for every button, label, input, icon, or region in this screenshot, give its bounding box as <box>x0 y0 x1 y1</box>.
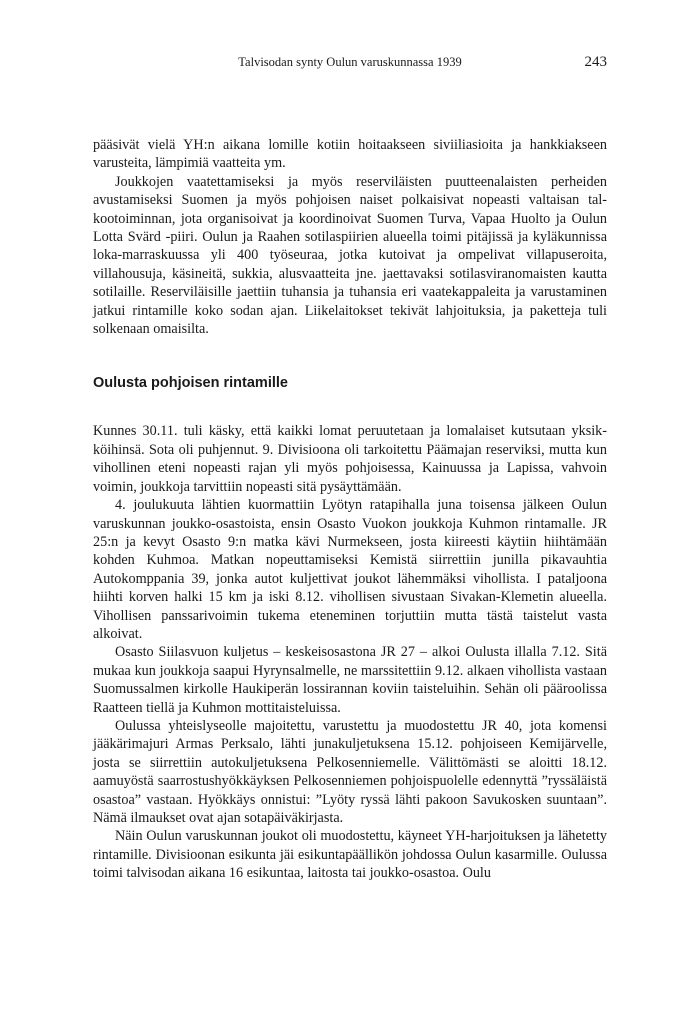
paragraph: 4. joulukuuta lähtien kuormattiin Lyötyn ratapihalla juna toisensa jälkeen Oulun varuskunnan joukko-osastoista, ensin Osasto Vuokon joukkoja Kuhmon rintamalle. JR 25:n ja kevyt Osasto 9:n matka kävi Nurmekseen, josta kiireesti käytiin hiihtämään kohden Kuhmoa. Matkan nopeuttamiseksi Kemistä siirrettiin junilla pikavauhtia Autokomppania 39, jonka autot kuljettivat joukot lähemmäksi vihollista. I pataljoona hiihti korven halki 15 km ja iski 8.12. vihollisen sivustaan Sivakan-Klemetin alueella. Vihollisen panssarivoimin tukema eteneminen torjuttiin mutta tästä taistelut vasta alkoivat. <box>93 497 607 642</box>
paragraph: Kunnes 30.11. tuli käsky, että kaikki lomat peruutetaan ja lomalaiset kutsutaan yksikköihinsä. Sota oli puhjennut. 9. Divisioona oli tarkoitettu Päämajan reserviksi, mutta kun vihollinen eteni nopeasti rajan yli myös pohjoisessa, Kainuussa ja Lapissa, vahvoin voimin, joukkoja tarvittiin nopeasti sitä pysäyttämään. <box>93 423 607 495</box>
body-text <box>93 136 607 883</box>
page-number: 243 <box>584 54 607 70</box>
paragraph: Oulussa yhteislyseolle majoitettu, varustettu ja muodostettu JR 40, jota komensi jääkärimajuri Armas Perksalo, lähti junakuljetuksena 15.12. pohjoiseen Kemijärvelle, josta se siirrettiin autokuljetuksena Pelkosenniemelle. Välittömästi se aloitti 18.12. aamuyöstä saarrostushyökkäyksen Pelkosenniemen pohjoispuolelle edennyttä ”ryssäläistä osastoa” vastaan. Hyökkäys onnistui: ”Lyöty ryssä lähti pakoon Savukosken suuntaan”. Nämä ilmaukset ovat ajan sotapäiväkirjasta. <box>93 717 607 826</box>
paragraph: pääsivät vielä YH:n aikana lomille kotiin hoitaakseen siviiliasioita ja hankkiakseen varusteita, lämpimiä vaatteita ym. <box>93 137 607 172</box>
paragraph: Näin Oulun varuskunnan joukot oli muodostettu, käyneet YH-harjoituksen ja lähetetty rintamille. Divisioonan esikunta jäi esikuntapäällikön johdossa Oulun kasarmille. Oulussa toimi talvisodan aikana 16 esikuntaa, laitosta tai joukko-osastoa. Oulu <box>93 828 607 882</box>
paragraph: Osasto Siilasvuon kuljetus – keskeisosastona JR 27 – alkoi Oulusta illalla 7.12. Sitä mukaa kun joukkoja saapui Hyrynsalmelle, ne marssitettiin 9.12. alkaen vihollista vastaan Suomussalmen kirkolle Haukiperän lossirannan koviin taisteluihin. Sehän oli pääroolissa Raatteen tiellä ja Kuhmon mottitaisteluissa. <box>93 644 607 716</box>
running-header <box>93 52 607 72</box>
section-heading: Oulusta pohjoisen rintamille <box>93 375 288 392</box>
paragraph: Joukkojen vaatettamiseksi ja myös reserviläisten puutteenalaisten perheiden avustamiseksi Suomen ja myös pohjoisen naiset polkaisivat nopeasti valtaisan talkootoiminnan, jota organisoivat ja koordinoivat Suomen Turva, Vapaa Huolto ja Oulun Lotta Svärd -piiri. Oulun ja Raahen sotilaspiirien alueella toimi pitäjissä ja kyläkunnissa loka-marraskuussa yli 400 työseuraa, jotka kutoivat ja ompelivat villapuseroita, villahousuja, käsineitä, sukkia, alusvaatteita jne. jaettavaksi sotilasviranomaisten kautta sotilaille. Reserviläisille jaettiin tuhansia ja tuhansia eri vaatekappaleita ja varustaminen jatkui rintamille koko sodan ajan. Liikelaitokset tekivät lahjoituksia, ja paketteja tuli solkenaan omaisilta. <box>93 173 607 338</box>
running-title: Talvisodan synty Oulun varuskunnassa 1939 <box>238 55 462 69</box>
